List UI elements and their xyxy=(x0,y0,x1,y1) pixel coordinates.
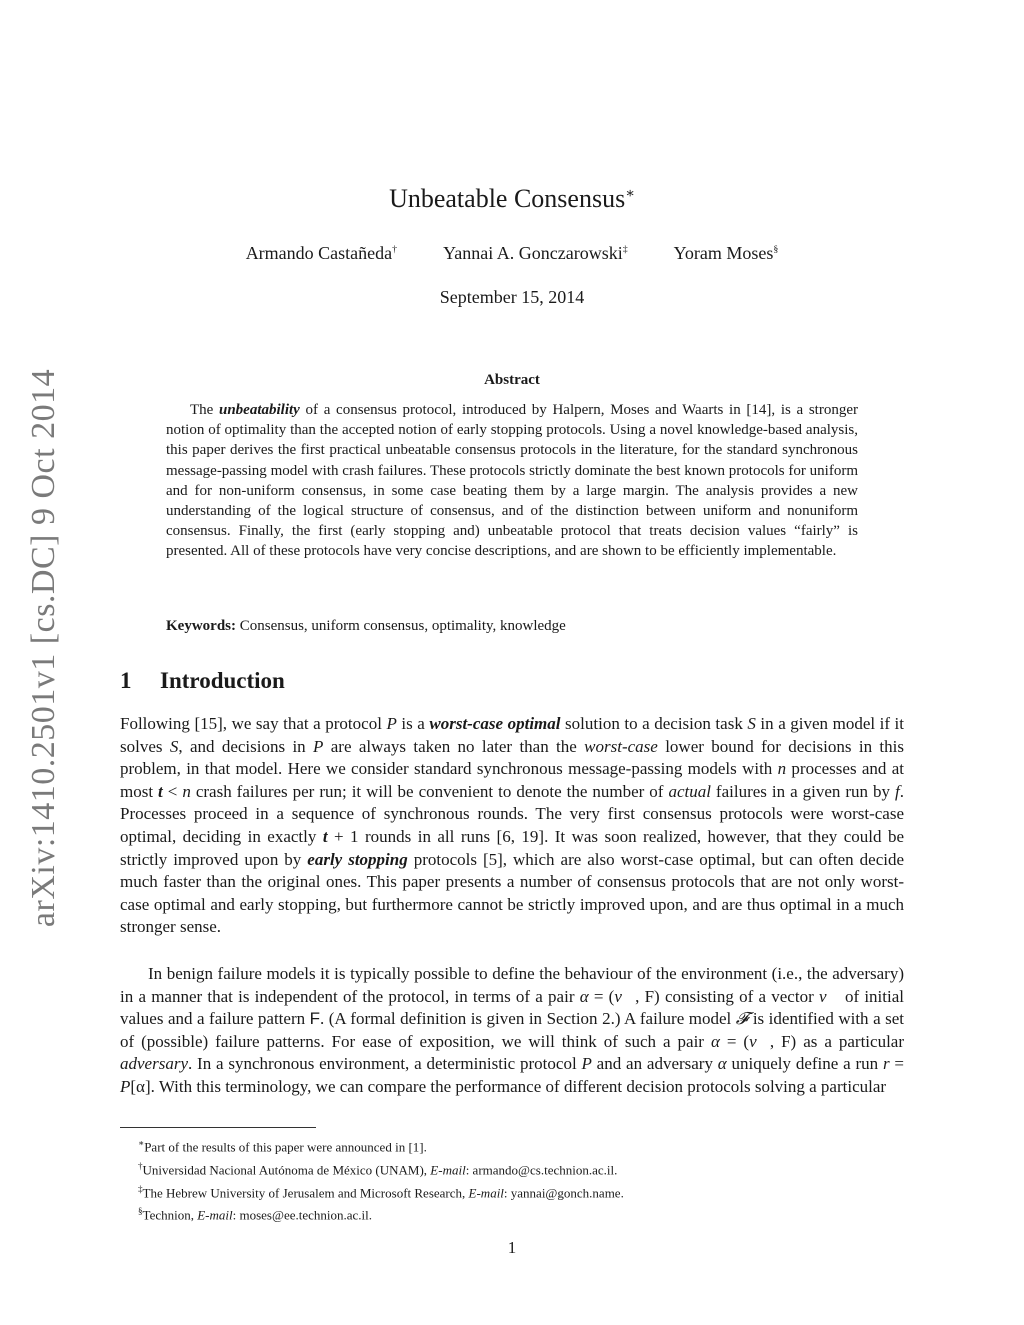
section-title: Introduction xyxy=(160,668,285,693)
emphasized-term: worst-case optimal xyxy=(429,714,561,733)
arxiv-sidebar-stamp xyxy=(26,368,62,928)
page-number: 1 xyxy=(507,1238,517,1257)
paper-date: September 15, 2014 xyxy=(439,287,585,307)
body-paragraph: In benign failure models it is typically possible to define the behaviour of the environment (i.e., the adversary) in a manner that is independent of the protocol, in terms of a pair α = (v⃗, F) consisting of a vector v⃗ of initial values and a failure pattern F. (A formal definition is given in Section 2.) A failure model 𝓕 is identified with a set of (possible) failure patterns. For ease of exposition, we will think of such a pair α = (v⃗, F) as a particular adversary. In a synchronous environment, a deterministic protocol P and an adversary α uniquely define a run r = P[α]. With this terminology, we can compare the performance of different decision protocols solving a particular xyxy=(120,964,905,1096)
keywords-label: Keywords: xyxy=(166,618,236,634)
abstract-heading: Abstract xyxy=(484,372,540,388)
body-paragraph: Following [15], we say that a protocol P is a worst-case optimal solution to a decision task S in a given model if it solves S, and decisions in P are always taken no later than the worst-case lower bound for decisions in this problem, in that model. Here we consider standard synchronous message-passing models with n processes and at most t < n crash failures per run; it will be convenient to denote the number of actual failures in a given run by f. Processes proceed in a sequence of synchronous rounds. The very first consensus protocols were worst-case optimal, deciding in exactly t + 1 rounds in all runs [6, 19]. It was soon realized, however, that they could be strictly improved upon by early stopping protocols [5], which are also worst-case optimal, but can often decide much faster than the original ones. This paper presents a number of consensus protocols that are not only worst-case optimal and early stopping, but furthermore cannot be strictly improved upon, and are thus optimal in a much stronger sense. xyxy=(120,714,905,937)
author: Yoram Moses§ xyxy=(673,243,779,263)
footnote: †Universidad Nacional Autónoma de México (UNAM), E-mail: armando@cs.technion.ac.il. xyxy=(138,1160,618,1178)
emphasized-term: unbeatability xyxy=(219,402,300,418)
footnote: ∗Part of the results of this paper were announced in [1]. xyxy=(138,1138,427,1155)
section-heading xyxy=(120,668,285,694)
arxiv-id: arXiv:1410.2501v1 [cs.DC] 9 Oct 2014 xyxy=(25,368,62,928)
emphasized-term: early stopping xyxy=(307,849,408,869)
footnotes xyxy=(120,1134,624,1225)
keywords: Keywords: Consensus, uniform consensus, optimality, knowledge xyxy=(166,618,566,634)
author: Yannai A. Gonczarowski‡ xyxy=(443,243,628,263)
abstract-text: The unbeatability of a consensus protocol, introduced by Halpern, Moses and Waarts in [14], is a stronger notion of optimality than the accepted notion of early stopping protocols. Using a novel knowledge-based analysis, this paper derives the first practical unbeatable consensus protocols in the literature, for the standard synchronous message-passing model with crash failures. These protocols strictly dominate the best known protocols for uniform and for non-uniform consensus, in some case beating them by a large margin. The analysis provides a new understanding of the logical structure of consensus, and of the distinction between uniform and nonuniform consensus. Finally, the first (early stopping and) unbeatable protocol that treats decision values “fairly” is presented. All of these protocols have very concise descriptions, and are shown to be efficiently implementable. xyxy=(166,402,858,560)
author: Armando Castañeda† xyxy=(245,243,398,263)
title-footnote-mark: ∗ xyxy=(625,185,635,202)
footnote: ‡The Hebrew University of Jerusalem and Microsoft Research, E-mail: yannai@gonch.name. xyxy=(138,1183,624,1200)
section-number: 1 xyxy=(120,668,132,693)
paper-title: Unbeatable Consensus∗ xyxy=(389,184,635,213)
author-list xyxy=(0,243,1024,264)
footnote-rule xyxy=(120,1127,316,1128)
footnote: §Technion, E-mail: moses@ee.technion.ac.il. xyxy=(138,1206,373,1223)
